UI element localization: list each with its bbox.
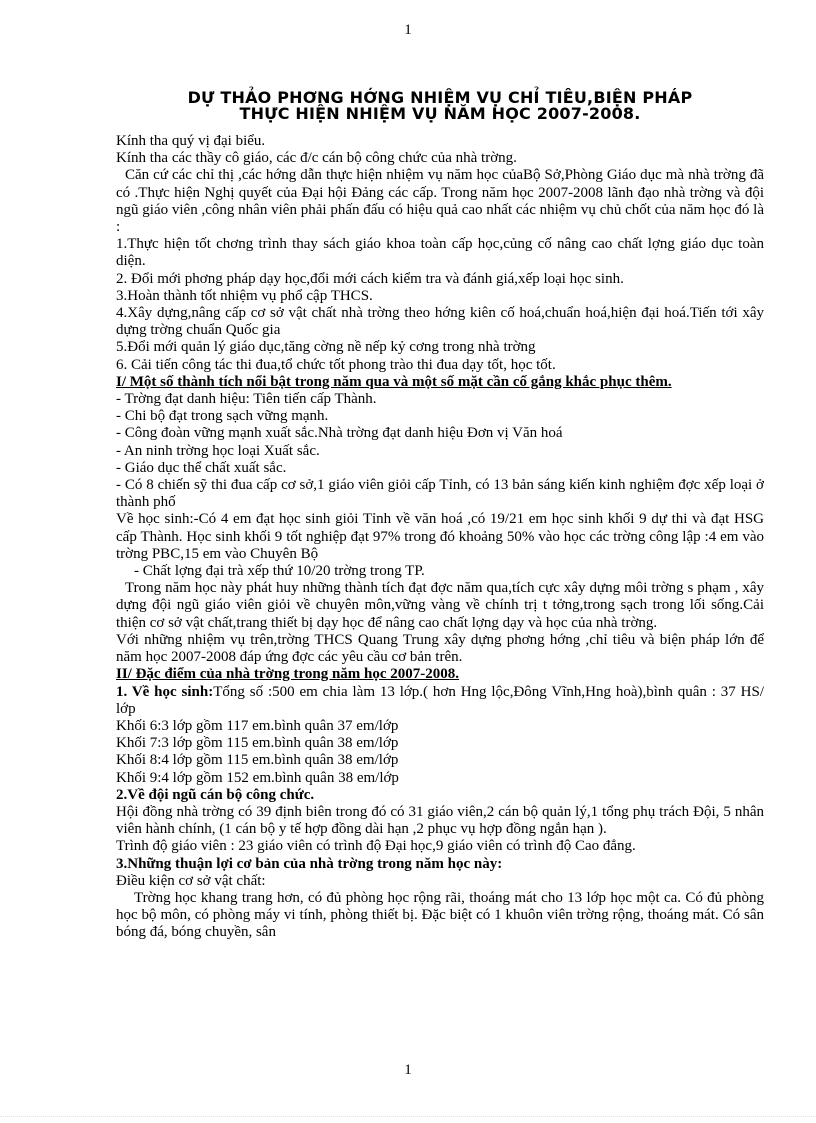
task-5: 5.Đổi mới quản lý giáo dục,tăng cờng nề nếp kỷ cơng trong nhà trờng — [116, 339, 536, 356]
document-body — [116, 133, 764, 942]
quality-ranking: - Chất lợng đại trà xếp thứ 10/20 trờng trong TP. — [134, 563, 425, 580]
achievement-6: - Có 8 chiến sỹ thi đua cấp cơ sở,1 giáo viên giỏi cấp Tỉnh, có 13 bản sáng kiến kinh nghiệm đợc xếp loại ở thành phố — [116, 477, 764, 511]
students-summary — [116, 684, 764, 718]
page-number-bottom: 1 — [404, 1062, 412, 1078]
title-line-1: DỰ THẢO PHƠNG HỚNG NHIỆM VỤ CHỈ TIÊU,BIỆN PHÁP — [187, 88, 693, 107]
achievement-3: - Công đoàn vững mạnh xuất sắc.Nhà trờng đạt danh hiệu Đơn vị Văn hoá — [116, 425, 563, 442]
task-3: 3.Hoàn thành tốt nhiệm vụ phổ cập THCS. — [116, 287, 373, 304]
advantages-heading: 3.Những thuận lợi cơ bản của nhà trờng trong năm học này: — [116, 855, 503, 872]
achievement-4: - An ninh trờng học loại Xuất sắc. — [116, 442, 320, 459]
task-4: 4.Xây dựng,nâng cấp cơ sở vật chất nhà trờng theo hớng kiên cố hoá,chuẩn hoá,hiện đại hoá.Tiến tới xây dựng trờng chuẩn Quốc gia — [116, 305, 764, 339]
task-6: 6. Cải tiến công tác thi đua,tổ chức tốt phong trào thi đua dạy tốt, học tốt. — [116, 356, 556, 373]
students-heading: 1. Về học sinh: — [116, 683, 214, 700]
task-2: 2. Đổi mới phơng pháp dạy học,đổi mới cách kiểm tra và đánh giá,xếp loại học sinh. — [116, 270, 624, 287]
task-1: 1.Thực hiện tốt chơng trình thay sách giáo khoa toàn cấp học,củng cố nâng cao chất lợng giáo dục toàn diện. — [116, 236, 764, 270]
grade-6: Khối 6:3 lớp gồm 117 em.bình quân 37 em/lớp — [116, 717, 399, 734]
section-heading-2: II/ Đặc điểm của nhà trờng trong năm học 2007-2008. — [116, 666, 460, 683]
achievement-2: - Chi bộ đạt trong sạch vững mạnh. — [116, 408, 329, 425]
page-number-top: 1 — [404, 22, 412, 38]
facilities-description: Trờng học khang trang hơn, có đủ phòng học rộng rãi, thoáng mát cho 13 lớp học một ca. Có đủ phòng học bộ môn, có phòng máy vi tính, phòng thiết bị. Đặc biệt có 1 khuôn viên trờng rộng, thoáng mát. Có sân bóng đá, bóng chuyền, sân — [116, 889, 764, 941]
staff-heading: 2.Về đội ngũ cán bộ công chức. — [116, 786, 315, 803]
achievement-1: - Trờng đạt danh hiệu: Tiên tiến cấp Thành. — [116, 391, 377, 408]
achievement-5: - Giáo dục thể chất xuất sắc. — [116, 459, 287, 476]
page-bottom-rule — [0, 1116, 816, 1117]
teacher-qualifications: Trình độ giáo viên : 23 giáo viên có trình độ Đại học,9 giáo viên có trình độ Cao đẳng. — [116, 838, 636, 855]
greeting-2: Kính tha các thầy cô giáo, các đ/c cán bộ công chức của nhà trờng. — [116, 150, 517, 167]
school-direction: Với những nhiệm vụ trên,trờng THCS Quang Trung xây dựng phơng hớng ,chỉ tiêu và biện pháp lớn để năm học 2007-2008 đáp ứng đợc các yêu cầu cơ bản trên. — [116, 631, 764, 666]
grade-9: Khối 9:4 lớp gồm 152 em.bình quân 38 em/lớp — [116, 769, 399, 786]
grade-8: Khối 8:4 lớp gồm 115 em.bình quân 38 em/lớp — [116, 752, 399, 769]
intro-paragraph: Căn cứ các chỉ thị ,các hớng dẫn thực hiện nhiệm vụ năm học củaBộ Sở,Phòng Giáo dục mà nhà trờng đã có .Thực hiện Nghị quyết của Đại hội Đảng các cấp. Trong năm học 2007-2008 lãnh đạo nhà trờng và đội ngũ giáo viên ,công nhân viên phải phấn đấu có hiệu quả cao nhất các nhiệm vụ chủ chốt của năm học đó là : — [116, 167, 764, 236]
facilities-label: Điều kiện cơ sở vật chất: — [116, 872, 266, 889]
student-achievements: Về học sinh:-Có 4 em đạt học sinh giỏi Tỉnh về văn hoá ,có 19/21 em học sinh khối 9 dự thi và đạt HSG cấp Thành. Học sinh khối 9 tốt nghiệp đạt 97% trong đó khoảng 50% vào học các trờng công lập :4 em vào trờng PBC,15 em vào Chuyên Bộ — [116, 511, 764, 562]
students-summary-text: Tổng số :500 em chia làm 13 lớp.( hơn Hng lộc,Đông Vĩnh,Hng hoà),bình quân : 37 HS/ lớp — [116, 683, 764, 717]
section-heading-1: I/ Một số thành tích nổi bật trong năm qua và một số mặt cần cố gắng khắc phục thêm. — [116, 373, 672, 390]
document-title — [120, 90, 760, 122]
title-line-2: THỰC HIỆN NHIỆM VỤ NĂM HỌC 2007-2008. — [239, 104, 641, 123]
year-goals: Trong năm học này phát huy những thành tích đạt đợc năm qua,tích cực xây dựng môi trờng s phạm , xây dựng đội ngũ giáo viên giỏi về chuyên môn,vững vàng về chính trị t tởng,trong sạch trong lối sống.Cải thiện cơ sở vật chất,trang thiết bị dạy học để nâng cao chất lợng dạy và học của nhà trờng. — [116, 580, 764, 631]
staff-composition: Hội đồng nhà trờng có 39 định biên trong đó có 31 giáo viên,2 cán bộ quản lý,1 tổng phụ trách Đội, 5 nhân viên hành chính, (1 cán bộ y tế hợp đồng dài hạn ,2 phục vụ hợp đồng ngắn hạn ). — [116, 803, 764, 838]
grade-7: Khối 7:3 lớp gồm 115 em.bình quân 38 em/lớp — [116, 735, 399, 752]
greeting-1: Kính tha quý vị đại biểu. — [116, 133, 266, 149]
